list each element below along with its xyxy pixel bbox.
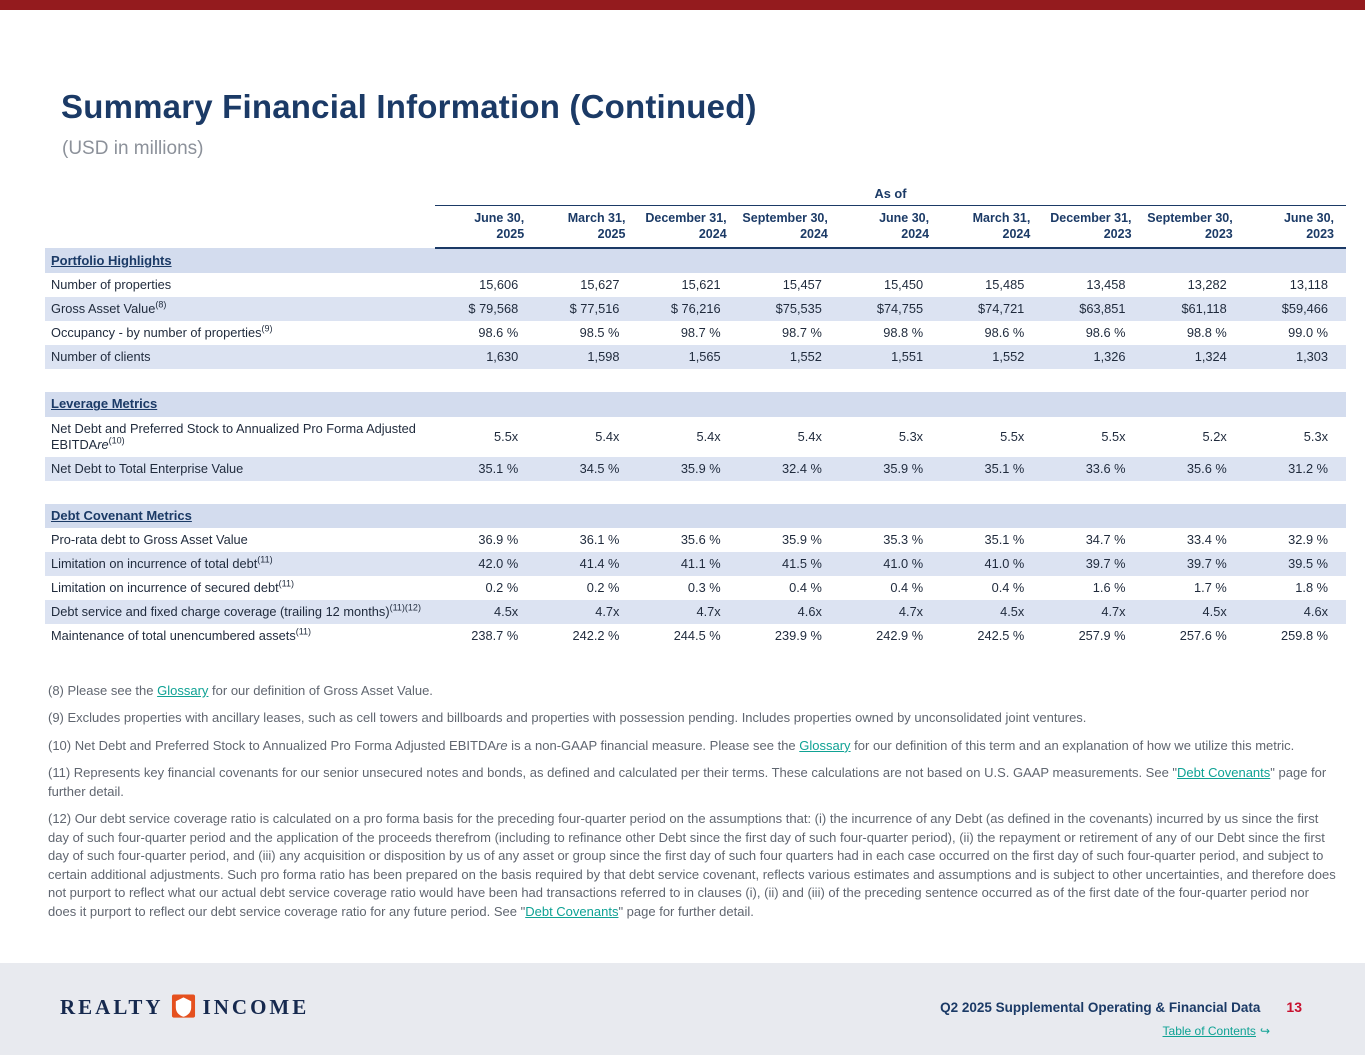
cell-value: $75,535 [739, 297, 840, 321]
cell-value: 239.9 % [739, 624, 840, 648]
cell-value: 5.4x [739, 417, 840, 457]
page-number: 13 [1286, 999, 1302, 1015]
cell-value: 0.4 % [941, 576, 1042, 600]
top-accent-bar [0, 0, 1365, 10]
column-header: March 31, 2024 [941, 205, 1042, 248]
footer-right [940, 999, 1302, 1038]
cell-value: 5.2x [1144, 417, 1245, 457]
cell-value: 35.3 % [840, 528, 941, 552]
cell-value: 4.5x [941, 600, 1042, 624]
footnote: (12) Our debt service coverage ratio is calculated on a pro forma basis for the preceding four-quarter period on the assumptions that: (i) the incurrence of any Debt (as defined in the covenants) incurred by us since the first day of such four-quarter period and the application of the proceeds therefrom (including to refinance other Debt since the first day of such four-quarter period), (ii) the repayment or retirement of any of our Debt since the first day of such four-quarter period, and (iii) any acquisition or disposition by us of any asset or group since the first day of such four quarters had in each case occurred on the first day of such four-quarter period, and subject to certain additional adjustments. Such pro forma ratio has been prepared on the basis required by that debt service covenant, reflects various estimates and assumptions and is subject to other uncertainties, and therefore does not purport to reflect what our actual debt service coverage ratio would have been had transactions referred to in clauses (i), (ii) and (iii) of the preceding sentence occurred as of the first date of the four-quarter period nor does it purport to reflect our debt service coverage ratio for any future period. See "Debt Covenants" page for further detail. [48, 811, 1336, 919]
cell-value: 42.0 % [435, 552, 536, 576]
cell-value: 41.1 % [637, 552, 738, 576]
cell-value: 98.5 % [536, 321, 637, 345]
cell-value: 15,606 [435, 273, 536, 297]
toc-label: Table of Contents [1162, 1024, 1256, 1038]
cell-value: 1,630 [435, 345, 536, 369]
cell-value: 31.2 % [1245, 457, 1346, 481]
row-label: Number of clients [45, 345, 435, 369]
cell-value: 99.0 % [1245, 321, 1346, 345]
header-spacer [45, 205, 435, 248]
footer [0, 963, 1365, 1055]
cell-value: 244.5 % [637, 624, 738, 648]
cell-value: 242.5 % [941, 624, 1042, 648]
cell-value: 4.6x [1245, 600, 1346, 624]
cell-value: $74,755 [840, 297, 941, 321]
cell-value: 0.3 % [637, 576, 738, 600]
column-header: June 30, 2024 [840, 205, 941, 248]
cell-value: 4.7x [840, 600, 941, 624]
section-heading: Leverage Metrics [45, 392, 1346, 416]
column-header-row [45, 205, 1346, 248]
cell-value: $61,118 [1144, 297, 1245, 321]
cell-value: 242.9 % [840, 624, 941, 648]
cell-value: 15,627 [536, 273, 637, 297]
cell-value: 35.1 % [435, 457, 536, 481]
cell-value: $74,721 [941, 297, 1042, 321]
glossary-link[interactable]: Glossary [799, 737, 851, 753]
cell-value: 34.5 % [536, 457, 637, 481]
cell-value: 5.4x [536, 417, 637, 457]
cell-value: 1,552 [941, 345, 1042, 369]
cell-value: 98.7 % [637, 321, 738, 345]
column-header: December 31, 2023 [1042, 205, 1143, 248]
table-row [45, 457, 1346, 481]
cell-value: 41.4 % [536, 552, 637, 576]
cell-value: 36.1 % [536, 528, 637, 552]
as-of-row [45, 185, 1346, 205]
cell-value: $ 77,516 [536, 297, 637, 321]
document-title: Q2 2025 Supplemental Operating & Financial Data [940, 1000, 1261, 1015]
cell-value: 98.6 % [941, 321, 1042, 345]
column-header: December 31, 2024 [637, 205, 738, 248]
cell-value: 35.1 % [941, 528, 1042, 552]
financial-table-grid [45, 185, 1346, 648]
cell-value: $63,851 [1042, 297, 1143, 321]
cell-value: 41.5 % [739, 552, 840, 576]
table-row [45, 417, 1346, 457]
section-header-row [45, 504, 1346, 528]
cell-value: 1,324 [1144, 345, 1245, 369]
cell-value: 35.6 % [1144, 457, 1245, 481]
footnote: (11) Represents key financial covenants for our senior unsecured notes and bonds, as defined and calculated per their terms. These calculations are not based on U.S. GAAP measurements. See "Debt Covenants" page for further detail. [48, 765, 1327, 799]
cell-value: 257.6 % [1144, 624, 1245, 648]
cell-value: 35.1 % [941, 457, 1042, 481]
cell-value: 1.8 % [1245, 576, 1346, 600]
column-header: September 30, 2023 [1144, 205, 1245, 248]
cell-value: 33.6 % [1042, 457, 1143, 481]
table-row [45, 321, 1346, 345]
cell-value: 5.4x [637, 417, 738, 457]
debt-covenants-link[interactable]: Debt Covenants [1177, 765, 1271, 781]
row-label: Limitation on incurrence of secured debt$^{(11)}$ [45, 576, 435, 600]
toc-line [940, 1024, 1270, 1038]
cell-value: 5.3x [1245, 417, 1346, 457]
section-heading: Debt Covenant Metrics [45, 504, 1346, 528]
logo-word-income: INCOME [202, 994, 310, 1019]
cell-value: 33.4 % [1144, 528, 1245, 552]
cell-value: 98.6 % [435, 321, 536, 345]
section-heading: Portfolio Highlights [45, 248, 1346, 273]
cell-value: 32.4 % [739, 457, 840, 481]
row-label: Net Debt and Preferred Stock to Annualized Pro Forma Adjusted EBITDAre$^{(10)}$ [45, 417, 435, 457]
footnotes [48, 682, 1336, 930]
row-label: Gross Asset Value$^{(8)}$ [45, 297, 435, 321]
cell-value: 13,118 [1245, 273, 1346, 297]
table-row [45, 552, 1346, 576]
cell-value: 0.4 % [840, 576, 941, 600]
table-row [45, 600, 1346, 624]
cell-value: 4.5x [435, 600, 536, 624]
cell-value: 34.7 % [1042, 528, 1143, 552]
cell-value: $ 79,568 [435, 297, 536, 321]
return-arrow-icon: ↪ [1259, 1024, 1270, 1038]
footnote: (9) Excludes properties with ancillary leases, such as cell towers and billboards and properties with possession pending. Includes properties owned by unconsolidated joint ventures. [48, 710, 1087, 726]
document-title-line [940, 999, 1302, 1015]
row-label: Debt service and fixed charge coverage (trailing 12 months)$^{(11)(12)}$ [45, 600, 435, 624]
cell-value: 35.9 % [739, 528, 840, 552]
cell-value: 1,598 [536, 345, 637, 369]
cell-value: 259.8 % [1245, 624, 1346, 648]
row-label: Limitation on incurrence of total debt$^{(11)}$ [45, 552, 435, 576]
table-row [45, 576, 1346, 600]
table-row [45, 273, 1346, 297]
cell-value: 1.7 % [1144, 576, 1245, 600]
cell-value: 15,450 [840, 273, 941, 297]
cell-value: 4.7x [536, 600, 637, 624]
cell-value: 242.2 % [536, 624, 637, 648]
cell-value: 5.3x [840, 417, 941, 457]
table-of-contents-link[interactable] [1163, 1024, 1270, 1038]
cell-value: 36.9 % [435, 528, 536, 552]
cell-value: 35.9 % [637, 457, 738, 481]
cell-value: 15,621 [637, 273, 738, 297]
cell-value: 1,326 [1042, 345, 1143, 369]
cell-value: 4.5x [1144, 600, 1245, 624]
cell-value: 13,458 [1042, 273, 1143, 297]
column-header: September 30, 2024 [739, 205, 840, 248]
cell-value: 1,565 [637, 345, 738, 369]
section-header-row [45, 392, 1346, 416]
cell-value: 15,457 [739, 273, 840, 297]
row-label: Maintenance of total unencumbered assets$^{(11)}$ [45, 624, 435, 648]
cell-value: 35.6 % [637, 528, 738, 552]
cell-value: 39.5 % [1245, 552, 1346, 576]
cell-value: 4.7x [1042, 600, 1143, 624]
cell-value: 32.9 % [1245, 528, 1346, 552]
cell-value: 0.2 % [435, 576, 536, 600]
cell-value: 15,485 [941, 273, 1042, 297]
table-row [45, 624, 1346, 648]
table-row [45, 297, 1346, 321]
row-label: Net Debt to Total Enterprise Value [45, 457, 435, 481]
cell-value: 98.7 % [739, 321, 840, 345]
row-label: Number of properties [45, 273, 435, 297]
cell-value: 1,551 [840, 345, 941, 369]
cell-value: 35.9 % [840, 457, 941, 481]
cell-value: 1.6 % [1042, 576, 1143, 600]
section-header-row [45, 248, 1346, 273]
cell-value: 5.5x [435, 417, 536, 457]
page-subtitle: (USD in millions) [62, 138, 204, 159]
cell-value: $59,466 [1245, 297, 1346, 321]
realty-income-logo [60, 993, 309, 1021]
cell-value: 4.6x [739, 600, 840, 624]
header-spacer [45, 185, 435, 205]
financial-table [45, 185, 1346, 648]
section-gap [45, 369, 1346, 392]
cell-value: 1,552 [739, 345, 840, 369]
row-label: Occupancy - by number of properties$^{(9)}$ [45, 321, 435, 345]
realty-income-shield-icon [171, 993, 196, 1021]
cell-value: 5.5x [1042, 417, 1143, 457]
column-header: June 30, 2025 [435, 205, 536, 248]
cell-value: 0.4 % [739, 576, 840, 600]
footnote: (8) Please see the Glossary for our definition of Gross Asset Value. [48, 683, 433, 698]
cell-value: 41.0 % [941, 552, 1042, 576]
cell-value: 4.7x [637, 600, 738, 624]
cell-value: 0.2 % [536, 576, 637, 600]
cell-value: 98.6 % [1042, 321, 1143, 345]
cell-value: 39.7 % [1144, 552, 1245, 576]
cell-value: 41.0 % [840, 552, 941, 576]
cell-value: 98.8 % [1144, 321, 1245, 345]
page-title: Summary Financial Information (Continued) [61, 88, 757, 125]
cell-value: 238.7 % [435, 624, 536, 648]
cell-value: 257.9 % [1042, 624, 1143, 648]
cell-value: 1,303 [1245, 345, 1346, 369]
column-header: March 31, 2025 [536, 205, 637, 248]
cell-value: 5.5x [941, 417, 1042, 457]
column-header: June 30, 2023 [1245, 205, 1346, 248]
table-row [45, 345, 1346, 369]
cell-value: 39.7 % [1042, 552, 1143, 576]
cell-value: 13,282 [1144, 273, 1245, 297]
table-row [45, 528, 1346, 552]
row-label: Pro-rata debt to Gross Asset Value [45, 528, 435, 552]
debt-covenants-link[interactable]: Debt Covenants [525, 903, 619, 919]
cell-value: $ 76,216 [637, 297, 738, 321]
section-gap [45, 481, 1346, 504]
logo-word-realty: REALTY [60, 994, 164, 1019]
as-of-label: As of [435, 185, 1346, 205]
cell-value: 98.8 % [840, 321, 941, 345]
footnote: (10) Net Debt and Preferred Stock to Annualized Pro Forma Adjusted EBITDAre is a non-GAAP financial measure. Please see the Glossary for our definition of this term and an explanation of how we utilize this metric. [48, 737, 1295, 753]
glossary-link[interactable]: Glossary [157, 683, 209, 698]
